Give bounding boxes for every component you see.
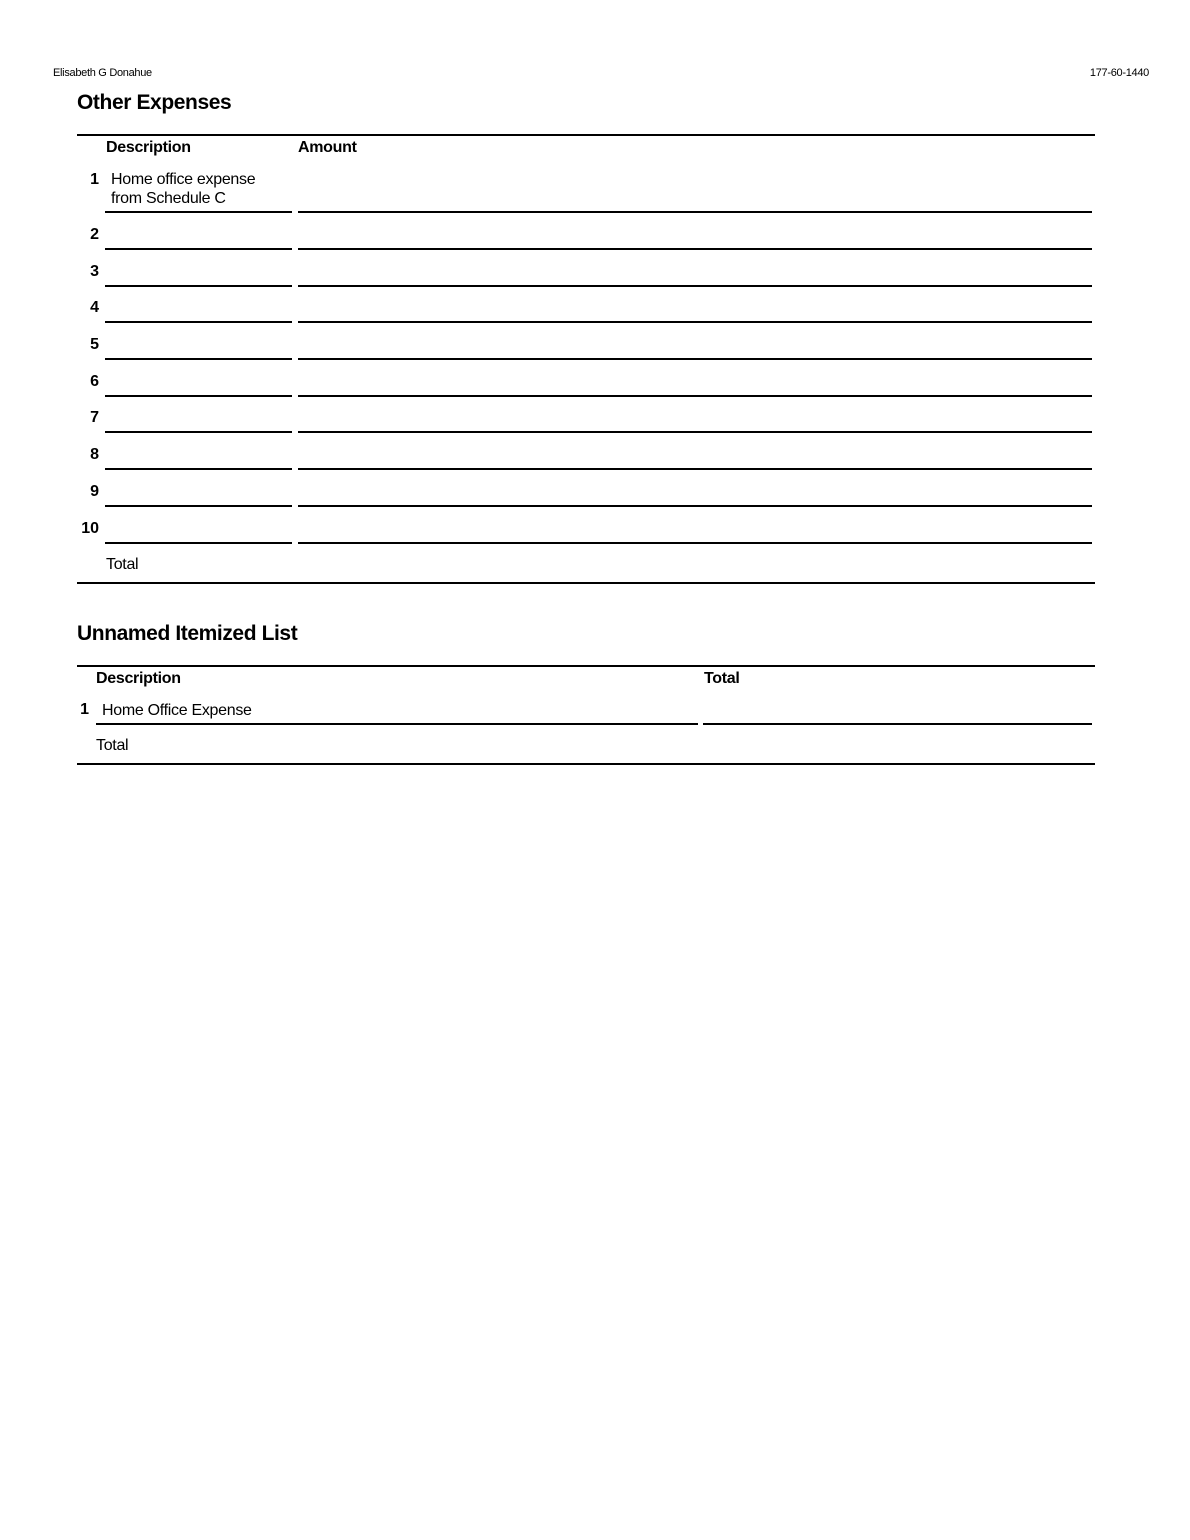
row-number: 10 bbox=[81, 520, 99, 537]
row-number: 4 bbox=[90, 299, 99, 316]
amount-underline bbox=[298, 395, 1092, 397]
other-expenses-description-header: Description bbox=[106, 139, 191, 156]
description-underline bbox=[105, 321, 292, 323]
amount-underline bbox=[298, 358, 1092, 360]
itemized-list-bottom-rule bbox=[77, 763, 1095, 765]
row-number: 9 bbox=[90, 483, 99, 500]
row-number: 8 bbox=[90, 446, 99, 463]
description-underline bbox=[105, 285, 292, 287]
row-number: 6 bbox=[90, 373, 99, 390]
amount-underline bbox=[298, 248, 1092, 250]
other-expenses-top-rule bbox=[77, 134, 1095, 136]
row-number: 2 bbox=[90, 226, 99, 243]
description-underline bbox=[105, 358, 292, 360]
total-underline bbox=[703, 723, 1092, 725]
itemized-list-top-rule bbox=[77, 665, 1095, 667]
taxpayer-name: Elisabeth G Donahue bbox=[53, 67, 152, 79]
description-underline bbox=[105, 395, 292, 397]
amount-underline bbox=[298, 211, 1092, 213]
itemized-list-description-header: Description bbox=[96, 670, 181, 687]
amount-underline bbox=[298, 505, 1092, 507]
amount-underline bbox=[298, 431, 1092, 433]
other-expenses-amount-header: Amount bbox=[298, 139, 357, 156]
other-expenses-bottom-rule bbox=[77, 582, 1095, 584]
description-underline bbox=[105, 505, 292, 507]
itemized-list-total-label: Total bbox=[96, 737, 129, 754]
description-underline bbox=[105, 248, 292, 250]
description-underline bbox=[105, 542, 292, 544]
row-number: 3 bbox=[90, 263, 99, 280]
row-description[interactable]: Home Office Expense bbox=[102, 702, 252, 719]
row-number: 5 bbox=[90, 336, 99, 353]
description-underline bbox=[105, 211, 292, 213]
description-underline bbox=[96, 723, 698, 725]
row-number: 1 bbox=[80, 701, 89, 718]
amount-underline bbox=[298, 468, 1092, 470]
row-number: 7 bbox=[90, 409, 99, 426]
other-expenses-total-label: Total bbox=[106, 556, 139, 573]
itemized-list-title: Unnamed Itemized List bbox=[77, 622, 298, 645]
other-expenses-title: Other Expenses bbox=[77, 91, 232, 114]
itemized-list-total-header: Total bbox=[704, 670, 740, 687]
description-underline bbox=[105, 468, 292, 470]
amount-underline bbox=[298, 285, 1092, 287]
amount-underline bbox=[298, 542, 1092, 544]
row-number: 1 bbox=[90, 171, 99, 188]
amount-underline bbox=[298, 321, 1092, 323]
description-underline bbox=[105, 431, 292, 433]
row-description[interactable]: Home office expense from Schedule C bbox=[111, 171, 256, 207]
taxpayer-id: 177-60-1440 bbox=[1089, 67, 1149, 79]
